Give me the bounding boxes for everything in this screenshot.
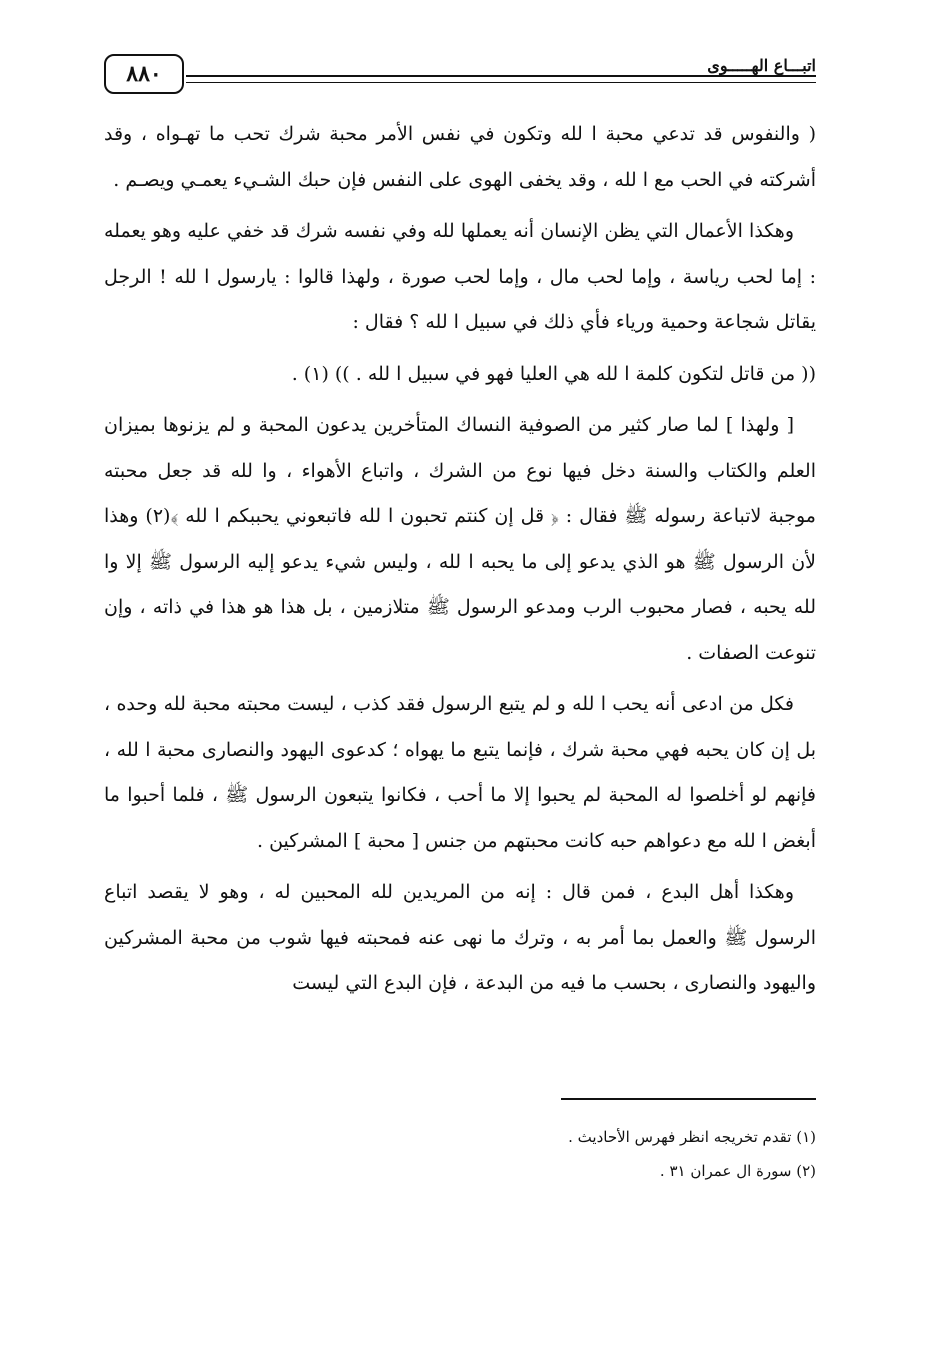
hadith-quote: (( من قاتل لتكون كلمة ا لله هي العليا فهو في سبيل ا لله . )) (١) . (291, 362, 816, 385)
header-rule (186, 75, 816, 77)
paragraph: ( والنفوس قد تدعي محبة ا لله وتكون في نفس الأمر محبة شرك تحب ما تهـواه ، وقد أشركته في الحب مع ا لله ، وقد يخفى الهوى على النفس فإن حبك الشـيء يعمـي ويصـم . (104, 123, 816, 191)
header-rule-thin (186, 82, 816, 83)
page-header (104, 52, 816, 98)
paragraph: فكل من ادعى أنه يحب ا لله و لم يتبع الرسول فقد كذب ، ليست محبته محبة لله وحده ، بل إن كان يحبه فهي محبة شرك ، فإنما يتبع ما يهواه ؛ كدعوى اليهود والنصارى محبة ا لله ، فإنهم لو أخلصوا له المحبة لم يحبوا إلا ما أحب ، فكانوا يتبعون الرسول ﷺ ، فلما أحبوا ما أبغض ا لله مع دعواهم حبه كانت محبتهم من جنس [ محبة ] المشركين . (104, 693, 816, 852)
footnote-separator (561, 1098, 816, 1100)
footnotes (104, 1120, 816, 1188)
paragraph: وهكذا أهل البدع ، فمن قال : إنه من المريدين لله المحبين له ، وهو لا يقصد اتباع الرسول ﷺ والعمل بما أمر به ، وترك ما نهى عنه فمحبته فيها شوب من محبة المشركين واليهود والنصارى ، بحسب ما فيه من البدعة ، فإن البدع التي ليست (104, 881, 816, 994)
page-number: ٨٨٠ (104, 54, 184, 94)
footnote-1: (١) تقدم تخريجه انظر فهرس الأحاديث . (568, 1128, 816, 1146)
main-text (104, 112, 816, 1013)
running-title: اتبـــاع الهـــــوى (699, 56, 816, 75)
paragraph: [ ولهذا ] لما صار كثير من الصوفية النساك المتأخرين يدعون المحبة و لم يزنوها بميزان العلم والكتاب والسنة دخل فيها نوع من الشرك ، واتباع الأهواء ، وا لله قد جعل محبته موجبة لاتباعة رسوله ﷺ فقال : ﴿ قل إن كنتم تحبون ا لله فاتبعوني يحببكم ا لله ﴾(٢) وهذا لأن الرسول ﷺ هو الذي يدعو إلى ما يحبه ا لله ، وليس شيء يدعو إليه الرسول ﷺ إلا وا لله يحبه ، فصار محبوب الرب ومدعو الرسول ﷺ متلازمين ، بل هذا هو هذا في ذاته ، وإن تنوعت الصفات . (104, 414, 816, 664)
footnote-2: (٢) سورة ال عمران ٣١ . (659, 1162, 816, 1180)
paragraph: وهكذا الأعمال التي يظن الإنسان أنه يعملها لله وفي نفسه شرك قد خفي عليه وهو يعمله : إما لحب رياسة ، وإما لحب مال ، وإما لحب صورة ، ولهذا قالوا : يارسول ا لله ! الرجل يقاتل شجاعة وحمية ورياء فأي ذلك في سبيل ا لله ؟ فقال : (104, 220, 816, 333)
